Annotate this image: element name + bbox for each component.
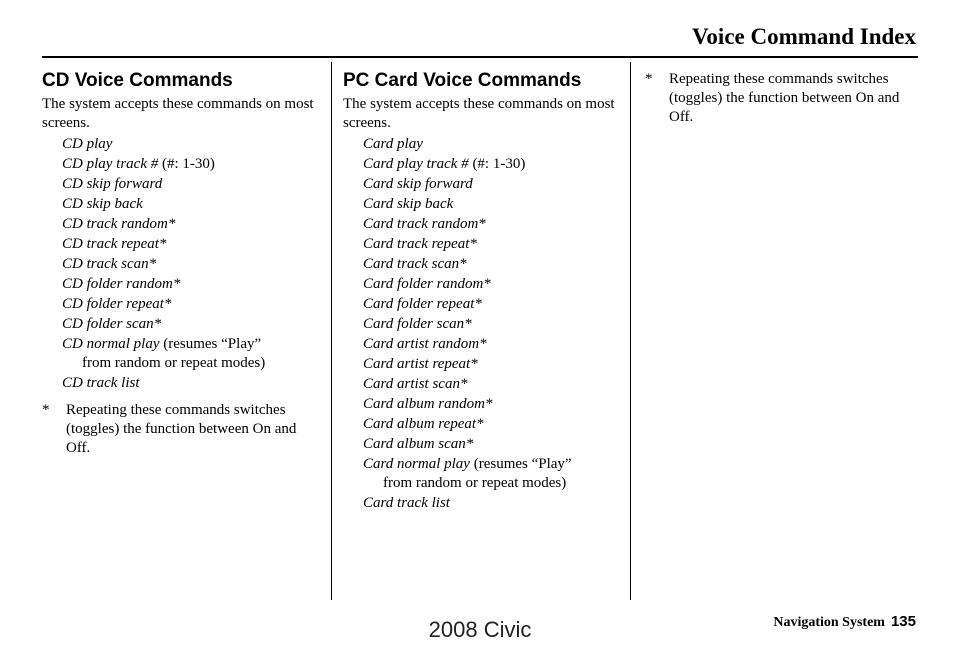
command-item [363, 493, 621, 513]
command-item [363, 154, 621, 174]
footnote-star: * [645, 71, 653, 87]
command-item [62, 174, 320, 194]
command-text: Card normal play [363, 456, 470, 472]
pc-card-intro: The system accepts these commands on most screens. [343, 96, 615, 131]
command-item [363, 374, 621, 394]
command-text: Card album scan* [363, 436, 474, 452]
command-text: CD folder repeat* [62, 296, 172, 312]
page-number: 135 [890, 613, 916, 630]
command-note: (#: 1-30) [158, 156, 215, 172]
command-text: CD track scan* [62, 256, 157, 272]
command-note-continued: from random or repeat modes) [82, 355, 266, 371]
header-rule [42, 56, 918, 58]
command-text: Card artist scan* [363, 376, 468, 392]
command-item [363, 294, 621, 314]
command-note-continued: from random or repeat modes) [383, 475, 567, 491]
command-text: Card folder scan* [363, 316, 472, 332]
command-item [363, 134, 621, 154]
column-divider [630, 62, 631, 600]
command-item [363, 454, 621, 493]
command-text: CD track random* [62, 216, 176, 232]
footnote-text: Repeating these commands switches (toggles) the function between On and Off. [669, 71, 900, 125]
command-item [62, 334, 320, 373]
command-text: Card artist repeat* [363, 356, 478, 372]
pc-card-heading: PC Card Voice Commands [343, 70, 582, 91]
command-item [62, 274, 320, 294]
cd-heading: CD Voice Commands [42, 70, 233, 91]
column-divider [331, 62, 332, 600]
command-item [363, 414, 621, 434]
cd-intro: The system accepts these commands on most screens. [42, 96, 314, 131]
command-item [363, 214, 621, 234]
command-text: Card track list [363, 495, 450, 511]
page-title: Voice Command Index [691, 24, 916, 49]
command-item [62, 194, 320, 214]
command-text: CD track list [62, 375, 140, 391]
pc-card-section [343, 70, 621, 513]
command-text: CD play track # [62, 156, 159, 172]
command-item [62, 294, 320, 314]
command-text: Card album repeat* [363, 416, 484, 432]
command-text: Card track repeat* [363, 236, 477, 252]
command-item [363, 254, 621, 274]
command-item [62, 134, 320, 154]
command-text: Card folder random* [363, 276, 491, 292]
command-item [363, 434, 621, 454]
command-item [363, 194, 621, 214]
command-item [363, 354, 621, 374]
watermark: 2008 Civic [428, 617, 532, 642]
command-item [363, 394, 621, 414]
command-text: Card folder repeat* [363, 296, 482, 312]
command-text: CD skip back [62, 196, 143, 212]
command-item [363, 334, 621, 354]
command-text: Card track scan* [363, 256, 467, 272]
command-text: CD normal play [62, 336, 160, 352]
command-item [62, 154, 320, 174]
right-footnote [645, 70, 923, 127]
command-note: (resumes “Play” [159, 336, 262, 352]
footnote-star: * [42, 402, 50, 418]
right-notes [645, 70, 923, 127]
command-text: CD folder random* [62, 276, 181, 292]
pc-card-command-list [343, 134, 621, 513]
cd-command-list [42, 134, 320, 393]
command-item [62, 314, 320, 334]
command-item [363, 174, 621, 194]
command-text: Card artist random* [363, 336, 487, 352]
command-text: CD track repeat* [62, 236, 167, 252]
command-text: Card skip back [363, 196, 454, 212]
command-text: Card play [363, 136, 423, 152]
command-item [62, 254, 320, 274]
cd-footnote [42, 401, 320, 458]
command-note: (#: 1-30) [468, 156, 526, 172]
footnote-text: Repeating these commands switches (toggles) the function between On and Off. [66, 402, 297, 456]
cd-section [42, 70, 320, 458]
command-text: Card skip forward [363, 176, 473, 192]
command-item [363, 314, 621, 334]
command-item [363, 274, 621, 294]
command-text: CD skip forward [62, 176, 163, 192]
command-text: CD play [62, 136, 113, 152]
footer-label: Navigation System [773, 615, 885, 630]
command-item [62, 373, 320, 393]
command-item [363, 234, 621, 254]
command-text: CD folder scan* [62, 316, 162, 332]
command-item [62, 234, 320, 254]
command-text: Card album random* [363, 396, 493, 412]
command-text: Card play track # [363, 156, 469, 172]
command-note: (resumes “Play” [469, 456, 572, 472]
command-item [62, 214, 320, 234]
command-text: Card track random* [363, 216, 486, 232]
